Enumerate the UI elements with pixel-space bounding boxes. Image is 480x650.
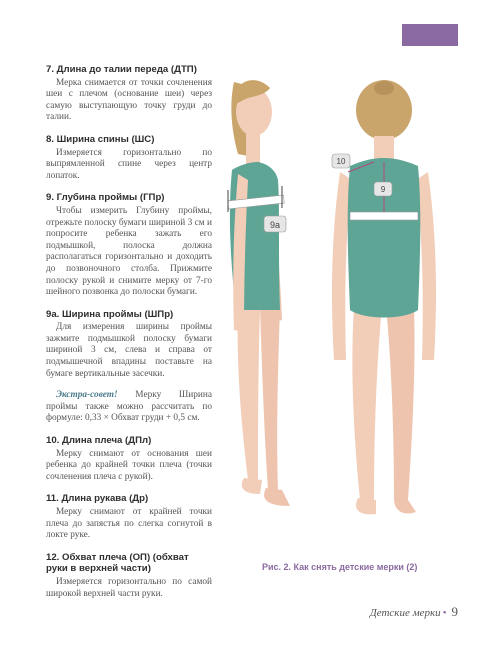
section-body: Мерка снимается от точки сочленения шеи с плечом (основание шеи) через самую выступающую точку груди до талии. [46, 77, 212, 123]
section-10 [46, 435, 212, 483]
footer-dot: • [442, 607, 447, 619]
back-view-girl [332, 80, 436, 514]
marker-9-label: 9 [380, 185, 386, 194]
marker-10-label: 10 [336, 157, 346, 166]
section-header: 9а. Ширина проймы (ШПр) [46, 308, 174, 320]
measurement-figure [208, 70, 456, 540]
section-body: Чтобы измерить Глубину проймы, отрежьте полоску бумаги шириной 3 см и попросите ребенка зажать его подмышкой, полоска должна располагаться горизонтально и доходить до позвоночного столба. Прижмите полоску рукой и снимите мерку от 7-го шейного позвонка до полоски бумаги. [46, 205, 212, 298]
section-header: 9. Глубина проймы (ГПр) [46, 192, 165, 204]
footer-title: Детские мерки [369, 607, 441, 619]
text-column [46, 64, 212, 610]
tip-label: Экстра-совет! [56, 390, 118, 401]
section-12 [46, 552, 212, 600]
section-9a [46, 309, 212, 381]
section-header: 8. Ширина спины (ШС) [46, 133, 155, 145]
page-number: 9 [451, 604, 458, 619]
section-header: 12. Обхват плеча (ОП) (обхват руки в верхней части) [46, 551, 189, 575]
section-8 [46, 134, 212, 182]
section-7 [46, 64, 212, 124]
section-body: Мерку снимают от основания шеи ребенка до крайней точки плеча (точки сочленения плеча с рукой). [46, 448, 212, 482]
section-tip [46, 390, 212, 425]
page-footer [334, 604, 458, 620]
figure-caption: Рис. 2. Как снять детские мерки (2) [262, 562, 418, 572]
section-9 [46, 192, 212, 298]
section-header: 7. Длина до талии переда (ДТП) [46, 64, 197, 75]
section-body: Мерку снимают от крайней точки плеча до запястья по слегка согнутой в локте руке. [46, 507, 212, 541]
section-header: 10. Длина плеча (ДПл) [46, 435, 152, 447]
side-view-girl [228, 80, 290, 506]
corner-color-tab [402, 24, 458, 46]
tip-body [46, 390, 212, 425]
section-body: Измеряется горизонтально по самой широкой верхней части руки. [46, 576, 212, 599]
section-body: Измеряется горизонтально по выпрямленной спине через центр лопаток. [46, 147, 212, 181]
tip-text: Мерку Ширина проймы также можно рассчитать по формуле: 0,33 × Обхват груди + 0,5 см. [46, 390, 213, 424]
section-body: Для измерения ширины проймы зажмите подмышкой полоску бумаги шириной 3 см, слева и справа от подмышечной впадины поставьте на бумаге вертикальные засечки. [46, 322, 212, 379]
section-11 [46, 493, 212, 541]
section-header: 11. Длина рукава (Др) [46, 493, 149, 505]
marker-9a-label: 9а [269, 220, 281, 230]
